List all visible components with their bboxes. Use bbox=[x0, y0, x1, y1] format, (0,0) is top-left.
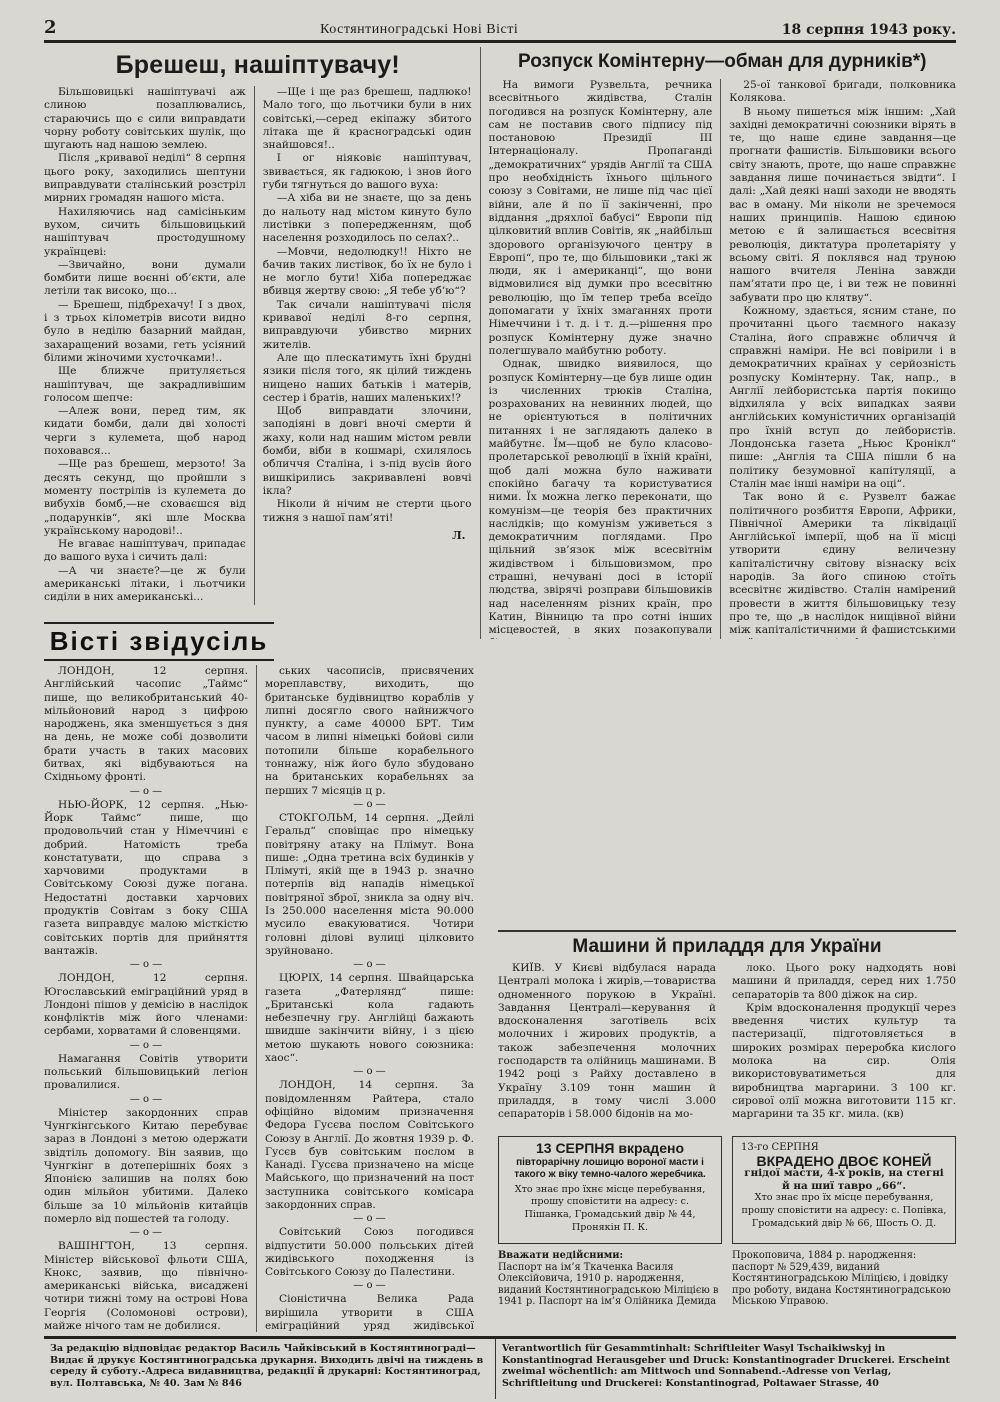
issue-date: 18 серпня 1943 року. bbox=[781, 22, 956, 38]
article-komintern bbox=[481, 47, 956, 639]
paragraph: Щоб виправдати злочини, заподіяні в довгі вночі смерти й жаху, коли над нашим містом ревли бомби, віби в кошмарі, схилялось обличчя Сталіна, і з-під вусів його вишкірились закривавлені вовчі ікла? bbox=[262, 405, 472, 497]
paragraph: Так сичали нашіптувачі після кривавої неділі 8-го серпня, виправдуючи убивство мирних жителів. bbox=[262, 298, 472, 351]
paragraph: Більшовицькі нашіптувачі аж слиною позаплювались, стараючись що є сили виправдати чорну роботу совітських шулік, що шугають над нашою землею. bbox=[44, 86, 246, 152]
paragraph: Ще ближче притуляється нашіптувач, ще закрадливішим голосом шепче: bbox=[44, 365, 246, 404]
separator: — о — bbox=[129, 959, 163, 971]
paragraph: Але що плескатимуть їхні брудні язики після того, як цілий тиждень нищено наших батьків і матерів, сестер і братів, наших маленьких!? bbox=[262, 351, 472, 404]
article-signature: Л. bbox=[451, 528, 466, 542]
news-item: Совітський Союз погодився відпустити 50.000 польських дітей жидівського походження із Совітського Союзу до Палестини. bbox=[265, 1226, 474, 1279]
article-column-a bbox=[44, 86, 254, 605]
paragraph: локо. Цього року надходять нові машини й приладдя, серед них 1.750 сепараторів та 800 діжок на сир. bbox=[732, 962, 956, 1001]
paragraph: Ніколи й нічим не стерти цього тижня з нашої пам’яті! bbox=[262, 498, 472, 524]
news-section bbox=[44, 622, 482, 1332]
news-item: ВАШІНГТОН, 13 серпня. Міністер військової фльоти США, Кнокс, заявив, що північно-американські війська, висаджені чотири тижні тому на острові Нова Георгія (Соломонові острови), майже нічого там не добилися. bbox=[44, 1240, 248, 1332]
footer bbox=[44, 1336, 956, 1399]
news-item: ЦЮРІХ, 14 серпня. Швайцарська газета „Фатерлянд“ пише: „Британські кола гадають небезпечну гру. Англійці бажають швидше закінчити війну, і з цією метою шукають нового союзника: хаос“. bbox=[265, 972, 474, 1065]
top-section bbox=[44, 47, 956, 639]
separator: — о — bbox=[353, 1213, 386, 1225]
paragraph: Не вгаває нашіптувач, припадає до вашого вуха і сичить далі: bbox=[44, 538, 246, 564]
ad-title: ВКРАДЕНО ДВОЄ КОНЕЙ bbox=[756, 1152, 932, 1169]
paragraph: В ньому пишеться між іншим: „Хай західні демократичні союзники вірять в те, що наше єдине завдання—це прогнати фашистів. Більшовики всього світу знають, проте, що наше справжнє завдання лише починається звідти“. І далі: „Хай деякі наші заходи не вводять вас в оману. Ми ніколи не зречемося наших принципів. Нашою єдиною метою є й залишається всесвітня революція, диктатура пролетаріяту у всьому світі. Я поклявся над труною нашого вчителя Леніна завжди пам’ятати про це, і ви теж не повинні забувати про цю клятву“. bbox=[729, 105, 956, 304]
paragraph: Після „кривавої неділі“ 8 серпня цього року, заходились шептуни виправдувати сталінський розстріл мирних громадян нашого міста. bbox=[44, 152, 246, 205]
article-title: Машини й приладдя для України bbox=[572, 936, 882, 957]
paragraph: —Алеж вони, перед тим, як кидати бомби, дали дві холості черги з кулемета, щоб народ поховався... bbox=[44, 405, 246, 458]
paragraph: Однак, швидко виявилося, що розпуск Комінтерну—це був лише один із численних трюків Сталіна, розрахованих на невинних людей, що не орієнтуються в політичних питаннях і не заглядають далеко в майбутнє. Їм—щоб не було класово-пролетарської революції в їхній країні, щоб далі можна було наживати спокійно багачу та користуватися ними. Їх можна легко переконати, що комунізм—це теорія без практичних наслідків; що комунізм уживеться з демократичним поглядами. Про щільний зв’язок між всесвітнім жидівством і більшовизмом, про страшні, нечувані досі в історії людства, звірячі розправи більшовиків над населенням різних країн, про Катин, Вінницю та про сотні інших місцевостей, в яких позакопували bbox=[488, 358, 713, 637]
separator: — о — bbox=[353, 1280, 386, 1292]
separator: — о — bbox=[353, 798, 386, 810]
paragraph: Так воно й є. Рузвелт бажає політичного розбиття Европи, Африки, Північної Америки та ліквідації Англійської імперії, щоб на її місці утворити єдину величезну капіталістичну світову візнаску всіх народів. За його спиною стоїть всесвітнє жидівство. Сталін намірений провести в життя більшовицьку тезу про те, що „в наслідок нищівної війни між капіталістичними й фашистськими bbox=[729, 491, 956, 637]
news-item: ЛОНДОН, 12 серпня. Югославський еміграційний уряд в Лондоні пішов у демісію в наслідок конфліктів між його членами: сербами, хорватами й словенцями. bbox=[44, 972, 248, 1038]
news-item: ЛОНДОН, 14 серпня. За повідомленням Райтера, стало офіційно відомим призначення Федора Гусєва послом Совітського Союзу в Англії. До жовтня 1939 р. Ф. Гусєв був совітським послом в Канаді. Гусєва призначено на місце Майського, що призначений на пост заступника совітського комісара закордонних справ. bbox=[265, 1079, 474, 1211]
paragraph: —А чи знаєте?—це ж були американські літаки, і льотчики сиділи в них американські... bbox=[44, 564, 246, 604]
page-number: 2 bbox=[44, 17, 57, 38]
separator: — о — bbox=[129, 1227, 163, 1239]
article-column-b bbox=[720, 79, 956, 639]
news-item: НЬЮ-ЙОРК, 12 серпня. „Нью-Йорк Таймс“ пише, що продовольчий стан у Німеччині є добрий. Натомість треба констатувати, що справа з харчовими продуктами в Совітському Союзі дуже погана. Недостатні доставки харчових продуктів Совітам з боку США газета виправдує малою місткістю совітських портів для прийняття вантажів. bbox=[44, 798, 248, 957]
article-column-a bbox=[489, 79, 721, 639]
paragraph: 25-ої танкової бригади, полковника Колякова. bbox=[729, 79, 956, 105]
news-item: Міністер закордонних справ Чунгкінгського Китаю перебуває зараз в Лондоні з метою одержати звідтіль допомогу. Він заявив, що Чунгкінг в дотеперішніх боях з Японією залишив на полях бою один мільйон убитими. Далеко більше за 10 мільйонів китайців померло від пошестей та голоду. bbox=[44, 1106, 248, 1225]
separator: — о — bbox=[353, 1066, 386, 1078]
paragraph: І ог ніяковіє нашіптувач, звивається, як гадюкою, і знов його губи тягнуться до вашого вуха: bbox=[262, 152, 472, 192]
footer-imprint-ukrainian: За редакцію відповідає редактор Василь Чайківський в Костянтинограді—Видає й друкує Костянтиноградська друкарня. Виходить двічі на тиждень в середу й суботу.-Адреса видавництва, редакції й друкарні: Костянтиноград, вул. Полтавська, № 40. Зам № 846 bbox=[44, 1339, 496, 1399]
paragraph: —Звичайно, вони думали бомбити лише воєнні об’єкти, але летіли так високо, що... bbox=[44, 258, 246, 298]
separator: — о — bbox=[353, 959, 386, 971]
news-title: Вісті звідусіль bbox=[44, 622, 274, 661]
ad-title: 13 СЕРПНЯ вкрадено bbox=[535, 1140, 684, 1156]
publication-name: Костянтиноградські Нові Вісті bbox=[320, 22, 519, 37]
separator: — о — bbox=[129, 1039, 163, 1051]
news-column-b bbox=[256, 665, 474, 1332]
news-item: ЛОНДОН, 12 серпня. Англійський часопис „Таймс“ пише, що великобританський 40-мільйоновий народ з цифрою народжень, яка зменшується з дня на день, не може собі дозволити брати участь в таких масових битвах, які відбуваються на Східньому фронті. bbox=[44, 665, 248, 784]
paragraph: —А хіба ви не знаєте, що за день до нальоту над містом кинуто було листівки з попередженням, щоб населення розходилось по селах?.. bbox=[262, 192, 472, 245]
ad-contact: Хто знає про їх місце перебування, прошу сповістити на адресу: с. Попівка, Громадський двір № 66, Шость О. Д. bbox=[741, 1192, 947, 1229]
separator: — о — bbox=[129, 785, 163, 797]
footer-imprint-german: Verantwortlich für Gesammtinhalt: Schriftleiter Wasyl Tschaikiwskyj in Konstantinograd Herausgeber und Druck: Konstantinograder Druckerei. Erscheint zweimal wöchentlich: am Mittwoch und Sonnabend.-Adresse von Verlag, Schriftleitung und Druckerei: Konstantinograd, Poltawaer Strasse, 40 bbox=[502, 1343, 950, 1389]
ad-invalid-documents bbox=[498, 1250, 722, 1308]
news-item: СТОКГОЛЬМ, 14 серпня. „Дейлі Геральд“ сповіщає про німецьку повітряну атаку на Плімут. Вона пише: „Одна третина всіх будинків у Плімуті, якій ще в 1943 р. значно потерпів від нападів німецької повітряної зброї, зникла за одну віч. Із 250.000 населення міста 90.000 мусило евакуюватися. Чотири головні ділові вулиці цілковито зруйновано. bbox=[265, 811, 474, 957]
paragraph: На вимоги Рузвельта, речника всесвітнього жидівства, Сталін погодився на розпуск Комінтерну, але сам не поставив свого підпису під постановою Президії III Інтернаціоналу. Пропаганді „демократичних“ урядів Англії та США про необхідність їхнього щільного союзу з Совітами, не лише під час цієї війни, але й по її закінченні, про віддання „дряхлої бабусі“ Европи під цілковитий вплив Совітів, як „найбільш здорового організуючого центру в Европі“, про те, що більшовики „такі ж люди, як і американці“, що вони відмовилися від думки про всесвітню революцію, що їм тепер треба всеїдо допомагати у їхніх змаганнях проти Німеччини і т. д. і т. д.—рішення про розпуск Комінтерну дуже значно полегшувало майбутню роботу. bbox=[488, 79, 713, 357]
article-title: Розпуск Комінтерну—обман для дурників*) bbox=[518, 51, 927, 72]
paragraph: —Мовчи, недолюдку!! Ніхто не бачив таких листівок, бо їх не було і не могло бути! Хіба попереджає вбивця жертву свою: „Я тебе уб’ю“? bbox=[262, 245, 472, 298]
paragraph: —Ще і ще раз брешеш, падлюко! Мало того, що льотчики були в них совітські,—серед екіпажу збитого літака ще й красноградські один знайшовся!.. bbox=[262, 86, 472, 152]
article-column-a bbox=[498, 962, 724, 1122]
ad-body: півторарічну лошицю вороної масти і такого ж віку темно-чалого жеребчика. bbox=[514, 1156, 706, 1181]
article-title: Брешеш, нашіптувачу! bbox=[115, 51, 400, 79]
paragraph: КИЇВ. У Києві відбулася нарада Централі молока і жирів,—товариства одноменного порукою в Україні. Завдання Централі—керування й вдосконалення заготівель всіх молочних і жирових продуктів, а також забезпечення молочних господарств та олійниць машинами. В 1942 році з Райху доставлено в Україну 3.109 тонн машин й приладдя, в тому числі 3.000 сепараторів і 58.000 бідонів на мо- bbox=[498, 962, 716, 1121]
paragraph: — Брешеш, підбрехачу! І з двох, і з трьох кілометрів висоти видно було в неділю базарний майдан, захаращений возами, геть усіяний білими жіночими хусточками!.. bbox=[44, 298, 246, 364]
paragraph: —Ще раз брешеш, мерзото! За десять секунд, що пройшли з моменту пострілів із кулемета до вибухів бомб,—не сховаєшся від „подарунків“, які шле Москва українському народові!.. bbox=[44, 458, 246, 537]
ad-title: Вважати недійсними: bbox=[498, 1250, 624, 1261]
ad-date: 13-го СЕРПНЯ bbox=[741, 1142, 819, 1153]
news-item: ських часописів, присвячених мореплавству, виходить, що британське будівництво кораблів у липні досягло свого найнижчого пункту, а саме 40000 БРТ. Тим часом в липні німецькі бойові сили потопили більше корабельного тоннажу, ніж його було збудовано на британських корабельнях за перших 7 місяців ц р. bbox=[265, 665, 474, 797]
ad-contact: Хто знає про їхнє місце перебування, прошу сповістити на адресу: с. Пішанка, Громадський двір № 44, Пронякін П. К. bbox=[514, 1183, 706, 1233]
article-nashiptuvach bbox=[44, 47, 480, 639]
paragraph: Кожному, здається, ясним стане, по прочитанні цього таємного наказу Сталіна, його справжнє обличчя й справжні наміри. Не всі повірили і в демократичних країнах у серйозність розпуску Комінтерну. Так, напр., в Англії лейбористська партія покищо відхиляла у всіх випадках заяви англійських комуністичних організацій про їхній вступ до лейбористів. Лондонська газета „Ньюс Кронікл“ пише: „Англія та США пішли б на політику безумовної капітуляції, а Сталін має інші наміри на оці“. bbox=[729, 305, 956, 490]
article-column-b bbox=[254, 86, 472, 605]
machines-section bbox=[498, 930, 956, 1336]
ad-stolen-horses bbox=[732, 1136, 956, 1244]
ad-body: Паспорт на ім’я Ткаченка Василя Олексійовича, 1910 р. народження, виданий Костянтиноградською Міліцією в 1941 р. Паспорт на ім’я Олійника Демида bbox=[498, 1261, 719, 1307]
news-column-a bbox=[44, 665, 256, 1332]
news-item: Намагання Совітів утворити польський більшовицький легіон провалилися. bbox=[44, 1052, 248, 1092]
news-item: Сіоністична Велика Рада вирішила утворити в США еміграційний уряд жидівської bbox=[265, 1293, 474, 1332]
ad-stolen-foal bbox=[498, 1136, 722, 1244]
article-column-b bbox=[724, 962, 956, 1122]
paragraph: Крім вдосконалення продукції через введення чистих культур та пастеризації, підготовляється в широких розмірах переробка кислого молока на сир. Олія використовуватиметься для виробництва маргарини. З 100 кг. сирової олії можна виготовити 115 кг. маргарини та 35 кг. мила. (кв) bbox=[732, 1001, 956, 1121]
paragraph: Нахиляючись над самісіньким вухом, сичить більшовицький нашіптувач простодушному українцеві: bbox=[44, 205, 246, 258]
masthead bbox=[44, 10, 956, 43]
ad-body: гнідої масти, 4-х років, на стегні й на шиї тавро „66“. bbox=[744, 1167, 944, 1192]
ad-invalid-documents-cont: Прокоповича, 1884 р. народження: паспорт № 529,439, виданий Костянтиноградською Міліцією, і довідку про роботу, видана Костянтиноградською Міською Управою. bbox=[732, 1250, 951, 1307]
separator: — о — bbox=[129, 1093, 163, 1105]
